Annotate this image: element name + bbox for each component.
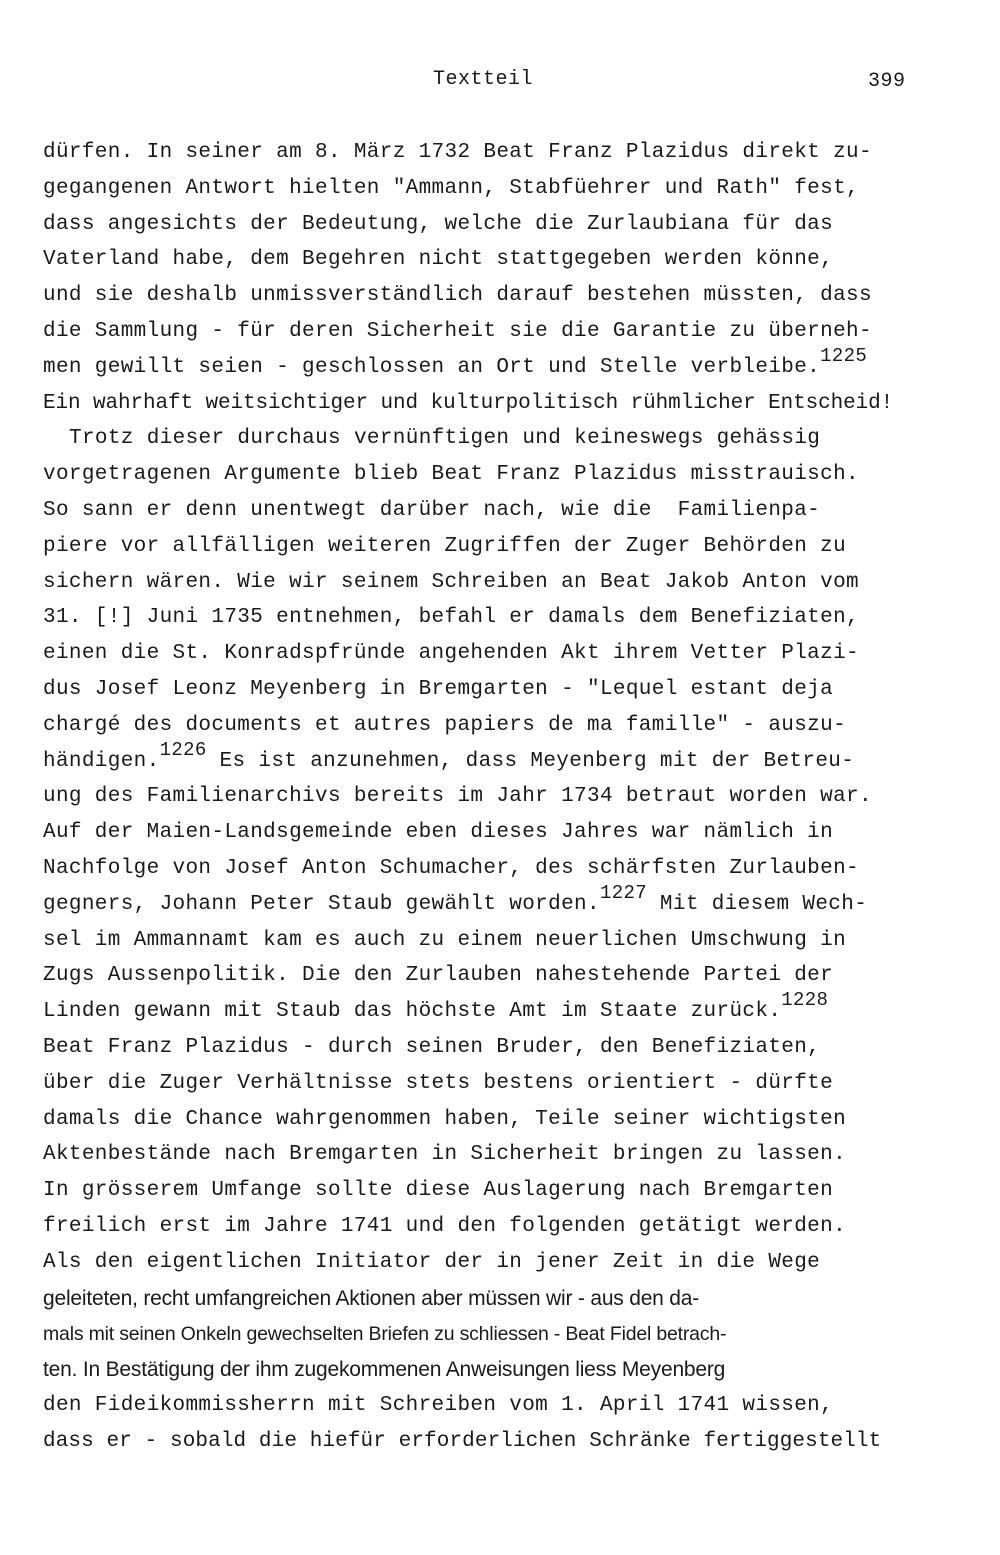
text-line: einen die St. Konradspfründe angehenden Akt ihrem Vetter Plazi- [43,642,859,666]
text-line: den Fideikommissherrn mit Schreiben vom 1. April 1741 wissen, [43,1393,834,1417]
text-line: Auf der Maien-Landsgemeinde eben dieses Jahres war nämlich in [43,821,834,845]
text-line: Als den eigentlichen Initiator der in jener Zeit in die Wege [43,1250,821,1274]
footnote-marker: 1228 [781,989,829,1012]
body-text [43,138,943,1462]
paragraph-start-line: Trotz dieser durchaus vernünftigen und keineswegs gehässig [69,427,821,451]
footnote-marker: 1227 [599,881,647,904]
text-line: In grösserem Umfange sollte diese Auslagerung nach Bremgarten [43,1179,834,1203]
text-line: gegners, Johann Peter Staub gewählt worden.$^{1227}$ Mit diesem Wech- [43,881,868,916]
text-line: die Sammlung - für deren Sicherheit sie die Garantie zu überneh- [43,319,872,343]
text-line: über die Zuger Verhältnisse stets bestens orientiert - dürfte [43,1071,834,1095]
text-line: ten. In Bestätigung der ihm zugekommenen Anweisungen liess Meyenberg [43,1358,726,1382]
text-line: 31. [!] Juni 1735 entnehmen, befahl er damals dem Benefiziaten, [43,606,859,630]
page-number: 399 [868,70,906,93]
text-line: So sann er denn unentwegt darüber nach, wie die Familienpa- [43,498,821,522]
text-line: damals die Chance wahrgenommen haben, Teile seiner wichtigsten [43,1107,847,1131]
text-line: chargé des documents et autres papiers de ma famille" - auszu- [43,713,847,737]
text-line: Vaterland habe, dem Begehren nicht stattgegeben werden könne, [43,248,834,272]
text-line: sel im Ammannamt kam es auch zu einem neuerlichen Umschwung in [43,928,847,952]
text-line: Linden gewann mit Staub das höchste Amt im Staate zurück.$^{1228}$ [43,989,829,1024]
text-line: dass er - sobald die hiefür erforderlichen Schränke fertiggestellt [43,1429,882,1453]
text-line: Zugs Aussenpolitik. Die den Zurlauben nahestehende Partei der [43,964,834,988]
footnote-marker: 1226 [159,738,207,761]
text-line: gegangenen Antwort hielten "Ammann, Stabfüehrer und Rath" fest, [43,176,859,200]
text-line: men gewillt seien - geschlossen an Ort und Stelle verbleibe.$^{1225}$ [43,344,868,379]
text-line: vorgetragenen Argumente blieb Beat Franz Plazidus misstrauisch. [43,463,859,487]
text-line: händigen.$^{1226}$ Es ist anzunehmen, dass Meyenberg mit der Betreu- [43,738,855,773]
text-line: und sie deshalb unmissverständlich darauf bestehen müssten, dass [43,284,872,308]
text-line: dürfen. In seiner am 8. März 1732 Beat Franz Plazidus direkt zu- [43,141,872,164]
footnote-marker: 1225 [820,344,868,367]
text-line: mals mit seinen Onkeln gewechselten Briefen zu schliessen - Beat Fidel betrach- [43,1323,727,1346]
text-line: Beat Franz Plazidus - durch seinen Bruder, den Benefiziaten, [43,1035,821,1059]
text-line: Nachfolge von Josef Anton Schumacher, des schärfsten Zurlauben- [43,856,859,880]
text-line: piere vor allfälligen weiteren Zugriffen der Zuger Behörden zu [43,534,847,558]
running-title: Textteil [433,68,534,91]
text-line: ung des Familienarchivs bereits im Jahr 1734 betraut worden war. [43,785,872,809]
text-line: dus Josef Leonz Meyenberg in Bremgarten - "Lequel estant deja [43,677,834,701]
text-line: freilich erst im Jahre 1741 und den folgenden getätigt werden. [43,1214,847,1238]
text-line: sichern wären. Wie wir seinem Schreiben an Beat Jakob Anton vom [43,570,859,594]
text-line: Ein wahrhaft weitsichtiger und kulturpolitisch rühmlicher Entscheid! [43,391,894,415]
text-line: dass angesichts der Bedeutung, welche die Zurlaubiana für das [43,212,834,236]
text-line: Aktenbestände nach Bremgarten in Sicherheit bringen zu lassen. [43,1143,847,1167]
text-line: geleiteten, recht umfangreichen Aktionen aber müssen wir - aus den da- [43,1286,700,1310]
